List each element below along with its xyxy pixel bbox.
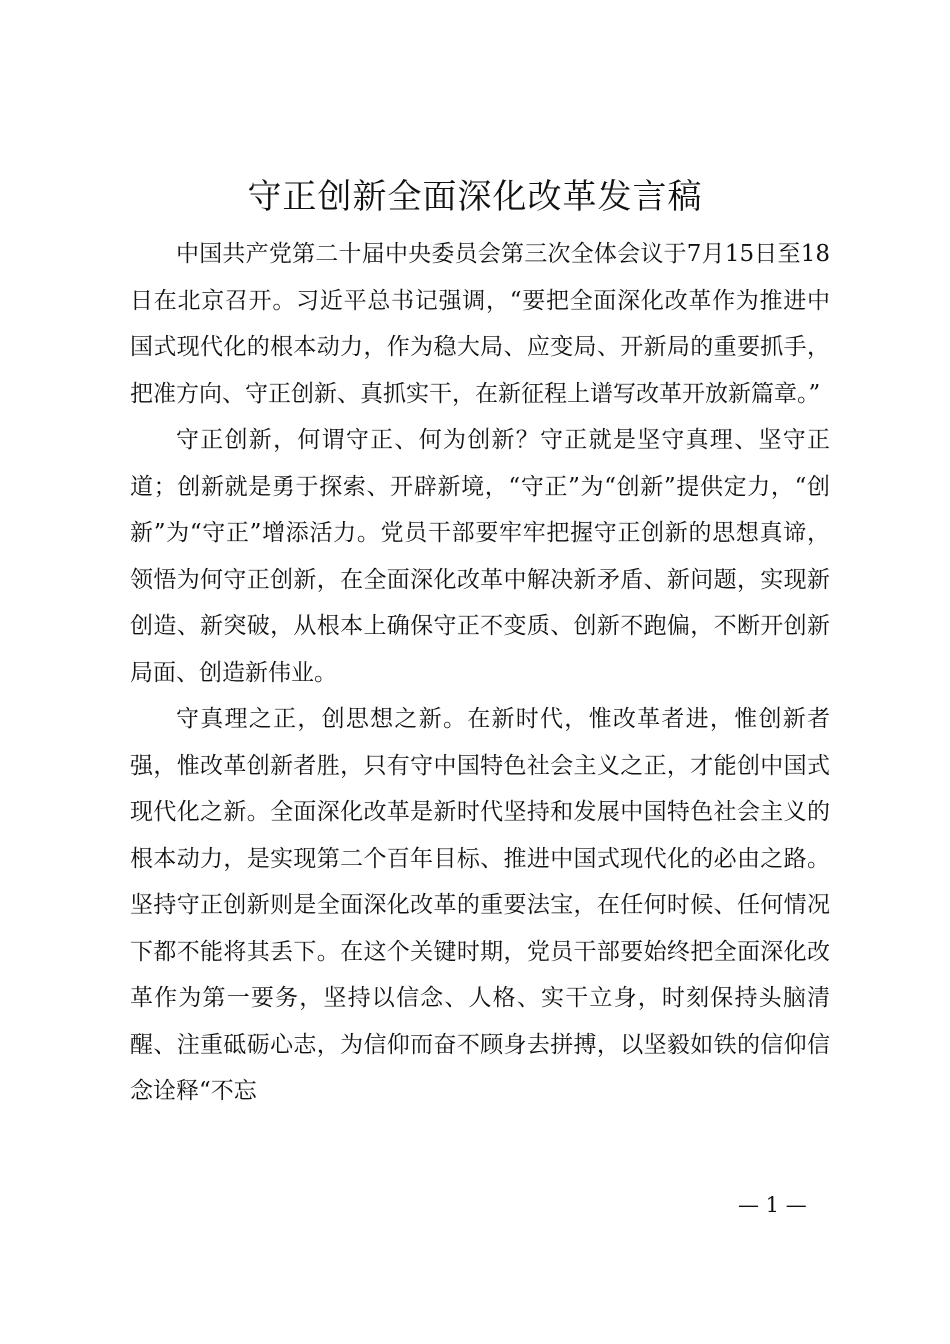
paragraph-3: 守真理之正，创思想之新。在新时代，惟改革者进，惟创新者强，惟改革创新者胜，只有守中国特色社会主义之正，才能创中国式现代化之新。全面深化改革是新时代坚持和发展中国特色社会主义的根本动力，是实现第二个百年目标、推进中国式现代化的必由之路。坚持守正创新则是全面深化改革的重要法宝，在任何时候、任何情况下都不能将其丢下。在这个关键时期，党员干部要始终把全面深化改革作为第一要务，坚持以信念、人格、实干立身，时刻保持头脑清醒、注重砥砺心志，为信仰而奋不顾身去拼搏，以坚毅如铁的信仰信念诠释“不忘 [130, 706, 830, 1104]
document-body [130, 231, 830, 1115]
paragraph-1: 中国共产党第二十届中央委员会第三次全体会议于7月15日至18日在北京召开。习近平总书记强调，“要把全面深化改革作为推进中国式现代化的根本动力，作为稳大局、应变局、开新局的重要抓手，把准方向、守正创新、真抓实干，在新征程上谱写改革开放新篇章。” [130, 241, 830, 407]
paragraph-2: 守正创新，何谓守正、何为创新？守正就是坚守真理、坚守正道；创新就是勇于探索、开辟新境，“守正”为“创新”提供定力，“创新”为“守正”增添活力。党员干部要牢牢把握守正创新的思想真谛，领悟为何守正创新，在全面深化改革中解决新矛盾、新问题，实现新创造、新突破，从根本上确保守正不变质、创新不跑偏，不断开创新局面、创造新伟业。 [130, 427, 830, 686]
page-number: — 1 — [738, 1193, 807, 1217]
document-title: 守正创新全面深化改革发言稿 [247, 177, 703, 217]
